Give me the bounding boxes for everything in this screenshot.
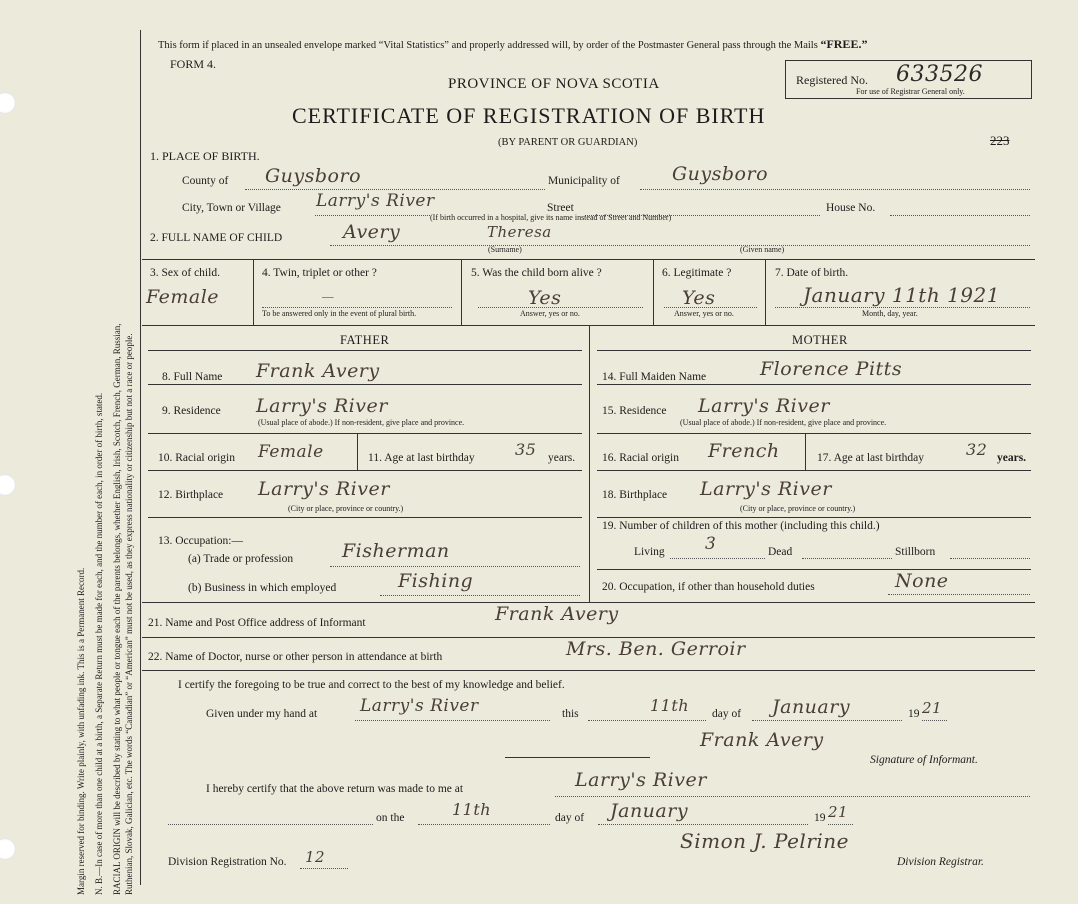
given-day-value: 11th (650, 696, 690, 715)
surname-caption: (Surname) (488, 245, 522, 254)
rule-mother-age-div (805, 433, 806, 470)
registrar-day-value: 11th (452, 800, 492, 819)
registrar-place-value: Larry's River (575, 769, 707, 791)
given-day-line (588, 720, 706, 721)
mother-dead-label: Dead (768, 546, 793, 558)
given-year-value: 21 (922, 699, 943, 717)
child-surname: Avery (343, 221, 401, 243)
county-label: County of (182, 175, 229, 187)
municipality-label: Municipality of (548, 175, 620, 187)
rule-row3-div3 (653, 259, 654, 325)
father-age-value: 35 (515, 440, 537, 459)
registered-box (785, 60, 1032, 99)
father-name-value: Frank Avery (256, 360, 380, 382)
mother-residence-label: 15. Residence (602, 405, 667, 417)
doctor-label: 22. Name of Doctor, nurse or other person in attendance at birth (148, 651, 443, 663)
rule-mother-children (597, 569, 1031, 570)
registrar-year-value: 21 (828, 803, 849, 821)
county-line (245, 189, 545, 190)
father-business-label: (b) Business in which employed (188, 582, 337, 594)
mother-age-label: 17. Age at last birthday (817, 452, 924, 464)
given-month-line (752, 720, 902, 721)
registered-label: Registered No. (796, 73, 868, 87)
registrar-year-prefix: 19 (814, 812, 826, 824)
street-label: Street (547, 202, 574, 214)
registrar-place-line (555, 796, 1030, 797)
father-racial-label: 10. Racial origin (158, 452, 235, 464)
margin-note-1: Margin reserved for binding. Write plainly, with unfading ink. This is a Permanent Record. (76, 567, 86, 895)
mother-occupation-value: None (895, 570, 949, 592)
rule-row3-top (142, 259, 1035, 260)
informant-signature: Frank Avery (700, 729, 824, 751)
rule-doctor (142, 670, 1035, 671)
rule-father-name (148, 384, 582, 385)
registrar-day-of-label: day of (555, 812, 585, 824)
child-given-name: Theresa (487, 223, 552, 241)
registered-number: 633526 (896, 62, 983, 87)
father-birthplace-label: 12. Birthplace (158, 489, 224, 501)
father-trade-label: (a) Trade or profession (188, 553, 294, 565)
sex-value: Female (146, 286, 220, 308)
mother-age-years: years. (997, 452, 1027, 464)
legitimate-note: Answer, yes or no. (674, 309, 734, 318)
date-label: 7. Date of birth. (775, 267, 849, 279)
mother-racial-label: 16. Racial origin (602, 452, 679, 464)
given-place-value: Larry's River (360, 696, 479, 716)
mother-living-line (670, 558, 765, 559)
doctor-value: Mrs. Ben. Gerroir (566, 638, 746, 660)
father-age-years: years. (548, 452, 576, 464)
father-residence-label: 9. Residence (162, 405, 221, 417)
rule-father-residence (148, 433, 582, 434)
province-title: PROVINCE OF NOVA SCOTIA (448, 76, 660, 92)
mother-birthplace-value: Larry's River (700, 478, 832, 500)
mother-living-label: Living (634, 546, 665, 558)
place-section-label: 1. PLACE OF BIRTH. (150, 149, 260, 163)
municipality-value: Guysboro (672, 163, 769, 185)
father-residence-note: (Usual place of abode.) If non-resident, give place and province. (258, 418, 465, 427)
registrar-month-value: January (610, 800, 689, 822)
binding-hole-bottom (0, 838, 16, 860)
twin-value: — (322, 291, 334, 303)
registrar-use-note: For use of Registrar General only. (856, 87, 965, 96)
rule-father-age (148, 470, 582, 471)
given-place-line (355, 720, 550, 721)
margin-rule (140, 30, 141, 885)
father-business-line (380, 595, 580, 596)
certificate-title: CERTIFICATE OF REGISTRATION OF BIRTH (292, 103, 766, 128)
margin-note-3: RACIAL ORIGIN will be described by stating to what people or tongue each of the parents belongs, whether English, Irish, Scotch, French, German, Russian, (112, 323, 122, 895)
alive-line (478, 307, 643, 308)
registrar-signature: Simon J. Pelrine (680, 829, 849, 853)
mother-racial-value: French (708, 440, 780, 462)
city-label: City, Town or Village (182, 202, 281, 214)
date-note: Month, day, year. (862, 309, 918, 318)
date-line (775, 307, 1030, 308)
rule-separator (505, 757, 650, 758)
mother-name-value: Florence Pitts (760, 358, 903, 380)
given-label: Given under my hand at (206, 708, 318, 720)
county-value: Guysboro (265, 165, 362, 187)
rule-parent-divider (589, 325, 590, 602)
mother-header: MOTHER (792, 333, 848, 347)
sex-label: 3. Sex of child. (150, 267, 220, 279)
father-name-label: 8. Full Name (162, 371, 223, 383)
division-label: Division Registration No. (168, 856, 287, 868)
corner-mark: 223 (990, 133, 1010, 148)
mother-occupation-line (888, 594, 1030, 595)
alive-label: 5. Was the child born alive ? (471, 267, 602, 279)
legitimate-line (664, 307, 757, 308)
rule-row3-div1 (253, 259, 254, 325)
twin-note: To be answered only in the event of plural birth. (262, 309, 417, 318)
mail-notice: This form if placed in an unsealed envelope marked “Vital Statistics” and properly addressed will, by order of the Postmaster General pass through the Mails “FREE.” (158, 37, 868, 51)
given-this-label: this (562, 708, 579, 720)
alive-value: Yes (528, 287, 562, 309)
father-racial-value: Female (258, 442, 324, 462)
father-trade-value: Fisherman (342, 540, 450, 562)
father-birthplace-note: (City or place, province or country.) (288, 504, 404, 513)
mother-dead-line (802, 558, 892, 559)
house-label: House No. (826, 202, 876, 214)
registrar-lead-line (168, 824, 373, 825)
registrar-day-line (418, 824, 550, 825)
rule-row3-div2 (461, 259, 462, 325)
house-line (890, 215, 1030, 216)
division-value: 12 (305, 848, 326, 866)
margin-note-4: Ruthenian, Slovak, Galician, etc. The words “Canadian” or “American” must not be used, as they express nationality or citizenship but not a race or people. (124, 333, 134, 895)
rule-father-header (148, 350, 582, 351)
rule-row3-div4 (765, 259, 766, 325)
mother-name-label: 14. Full Maiden Name (602, 371, 707, 383)
alive-note: Answer, yes or no. (520, 309, 580, 318)
given-year-prefix: 19 (908, 708, 920, 720)
registrar-statement: I hereby certify that the above return was made to me at (206, 783, 464, 795)
city-line (315, 215, 430, 216)
rule-mother-name (597, 384, 1031, 385)
hospital-note: (If birth occurred in a hospital, give its name instead of Street and Number) (430, 213, 672, 222)
binding-hole-top (0, 92, 16, 114)
father-occupation-label: 13. Occupation:— (158, 535, 243, 547)
twin-label: 4. Twin, triplet or other ? (262, 267, 377, 279)
father-birthplace-value: Larry's River (258, 478, 390, 500)
mother-birthplace-note: (City or place, province or country.) (740, 504, 856, 513)
rule-mother-header (597, 350, 1031, 351)
binding-hole-middle (0, 474, 16, 496)
rule-father-birthplace (148, 517, 582, 518)
mother-stillborn-label: Stillborn (895, 546, 936, 558)
rule-mother-residence (597, 433, 1031, 434)
informant-value: Frank Avery (495, 603, 619, 625)
mother-children-label: 19. Number of children of this mother (including this child.) (602, 520, 880, 532)
mother-age-value: 32 (966, 440, 988, 459)
certificate-subtitle: (BY PARENT OR GUARDIAN) (498, 137, 638, 148)
registrar-month-line (598, 824, 808, 825)
certify-statement: I certify the foregoing to be true and correct to the best of my knowledge and belief. (178, 679, 565, 691)
date-value: January 11th 1921 (803, 283, 1000, 307)
father-business-value: Fishing (398, 570, 474, 592)
mother-living-value: 3 (705, 534, 717, 554)
given-caption: (Given name) (740, 245, 785, 254)
registrar-year-line (828, 824, 853, 825)
legitimate-label: 6. Legitimate ? (662, 267, 732, 279)
division-line (300, 868, 348, 869)
mother-birthplace-label: 18. Birthplace (602, 489, 668, 501)
registrar-caption: Division Registrar. (897, 856, 984, 868)
form-number: FORM 4. (170, 57, 217, 71)
given-month-value: January (772, 696, 851, 718)
child-name-label: 2. FULL NAME OF CHILD (150, 232, 283, 244)
rule-mother-age (597, 470, 1031, 471)
father-residence-value: Larry's River (256, 395, 388, 417)
given-year-line (922, 720, 947, 721)
mother-occupation-label: 20. Occupation, if other than household duties (602, 581, 815, 593)
father-trade-line (330, 566, 580, 567)
margin-note-2: N. B.—In case of more than one child at a birth, a Separate Return must be made for each, and the number of each, in order of birth, stated. (94, 392, 104, 895)
given-day-of-label: day of (712, 708, 742, 720)
rule-mother-birthplace (597, 517, 1031, 518)
child-name-line (330, 245, 1030, 246)
mother-stillborn-line (950, 558, 1030, 559)
rule-father-age-div (357, 433, 358, 470)
mother-residence-value: Larry's River (698, 395, 830, 417)
city-value: Larry's River (316, 191, 435, 211)
informant-label: 21. Name and Post Office address of Informant (148, 617, 366, 629)
father-header: FATHER (340, 333, 390, 347)
twin-line (262, 307, 452, 308)
on-the-label: on the (376, 812, 405, 824)
signature-caption: Signature of Informant. (870, 754, 978, 766)
father-age-label: 11. Age at last birthday (368, 452, 475, 464)
municipality-line (640, 189, 1030, 190)
legitimate-value: Yes (682, 287, 716, 309)
mother-residence-note: (Usual place of abode.) If non-resident, give place and province. (680, 418, 887, 427)
